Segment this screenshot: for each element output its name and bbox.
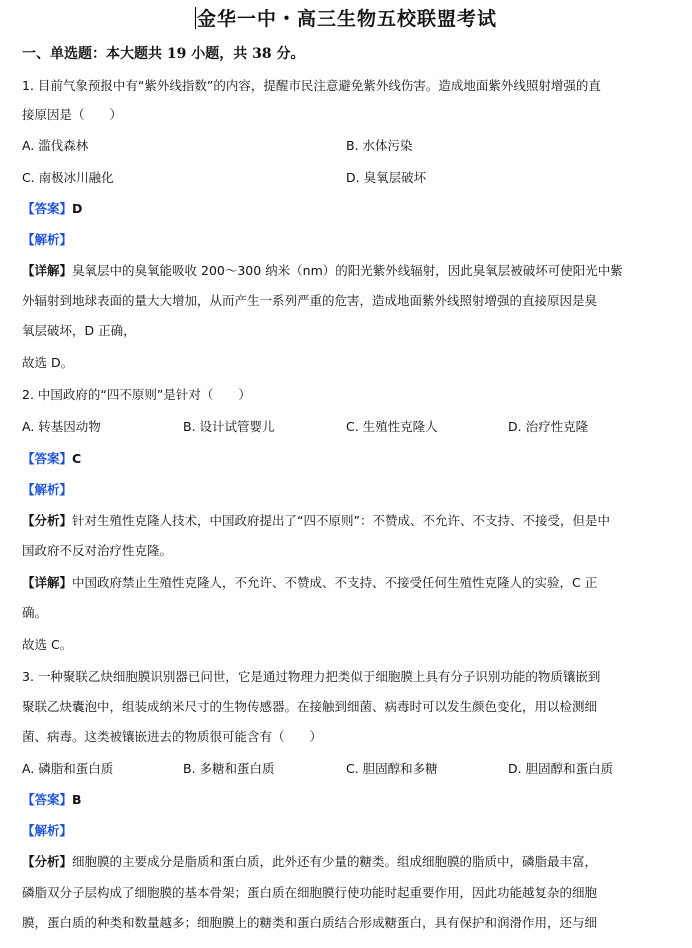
q1-analysis-tag <box>22 231 72 249</box>
q3-option-c: C. 胆固醇和多糖 <box>346 761 438 776</box>
section-heading: 一、单选题：本大题共 19 小题，共 38 分。 <box>22 46 305 62</box>
answer-value: B <box>72 792 82 807</box>
q2-option-a: A. 转基因动物 <box>22 419 101 434</box>
q1-stem-line-1: 1. 目前气象预报中有“紫外线指数”的内容，提醒市民注意避免紫外线伤害。造成地面紫外线照射增强的直 <box>22 78 601 93</box>
answer-tag: 【答案】 <box>22 201 73 216</box>
q1-detail-line-2: 外辐射到地球表面的量大大增加，从而产生一系列严重的危害，造成地面紫外线照射增强的直接原因是臭 <box>22 293 598 308</box>
detail-text: 中国政府禁止生殖性克隆人，不允许、不赞成、不支持、不接受任何生殖性克隆人的实验，C 正 <box>72 575 598 590</box>
q3-answer <box>22 791 82 809</box>
q1-detail-line-3: 氧层破坏，D 正确， <box>22 323 136 338</box>
q3-fenxi-line-3: 膜，蛋白质的种类和数量越多；细胞膜上的糖类和蛋白质结合形成糖蛋白，具有保护和润滑作用，还与细 <box>22 915 598 930</box>
q3-fenxi-line-1 <box>22 853 597 871</box>
q1-option-c: C. 南极冰川融化 <box>22 170 114 185</box>
answer-value: D <box>72 201 83 216</box>
q1-detail-line-1 <box>22 262 623 280</box>
q3-option-a: A. 磷脂和蛋白质 <box>22 761 114 776</box>
q3-option-d: D. 胆固醇和蛋白质 <box>508 761 614 776</box>
q3-stem-line-2: 聚联乙炔囊泡中，组装成纳米尺寸的生物传感器。在接触到细菌、病毒时可以发生颜色变化，用以检测细 <box>22 699 598 714</box>
fenxi-tag: 【分析】 <box>22 513 73 528</box>
q1-option-d: D. 臭氧层破坏 <box>346 170 427 185</box>
q3-fenxi-line-2: 磷脂双分子层构成了细胞膜的基本骨架；蛋白质在细胞膜行使功能时起重要作用，因此功能越复杂的细胞 <box>22 885 598 900</box>
q2-fenxi-line-1 <box>22 512 610 530</box>
q1-option-b: B. 水体污染 <box>346 138 413 153</box>
answer-value: C <box>72 451 82 466</box>
q1-option-a: A. 滥伐森林 <box>22 138 89 153</box>
analysis-tag: 【解析】 <box>22 232 73 247</box>
fenxi-tag: 【分析】 <box>22 854 73 869</box>
detail-tag: 【详解】 <box>22 263 73 278</box>
q1-answer <box>22 200 82 218</box>
page-title <box>0 4 692 31</box>
fenxi-text: 细胞膜的主要成分是脂质和蛋白质，此外还有少量的糖类。组成细胞膜的脂质中，磷脂最丰富， <box>72 854 598 869</box>
q3-option-b: B. 多糖和蛋白质 <box>183 761 275 776</box>
q2-answer <box>22 450 81 468</box>
answer-tag: 【答案】 <box>22 451 73 466</box>
detail-text: 臭氧层中的臭氧能吸收 200～300 纳米（nm）的阳光紫外线辐射，因此臭氧层被破坏可使阳光中紫 <box>72 263 623 278</box>
text-cursor <box>195 7 196 29</box>
q3-analysis-tag <box>22 822 72 840</box>
q2-option-b: B. 设计试管婴儿 <box>183 419 275 434</box>
q2-detail-line-2: 确。 <box>22 605 48 620</box>
q3-stem-line-1: 3. 一种聚联乙炔细胞膜识别器已问世，它是通过物理力把类似于细胞膜上具有分子识别功能的物质镶嵌到 <box>22 669 601 684</box>
answer-tag: 【答案】 <box>22 792 73 807</box>
q2-option-c: C. 生殖性克隆人 <box>346 419 438 434</box>
q2-detail-line-1 <box>22 574 597 592</box>
analysis-tag: 【解析】 <box>22 482 73 497</box>
fenxi-text: 针对生殖性克隆人技术，中国政府提出了“四不原则”：不赞成、不允许、不支持、不接受，但是中 <box>72 513 610 528</box>
q1-conclusion: 故选 D。 <box>22 355 74 370</box>
page-title-text: 金华一中・高三生物五校联盟考试 <box>196 8 497 30</box>
analysis-tag: 【解析】 <box>22 823 73 838</box>
q2-analysis-tag <box>22 481 72 499</box>
detail-tag: 【详解】 <box>22 575 73 590</box>
q2-option-d: D. 治疗性克隆 <box>508 419 589 434</box>
q2-conclusion: 故选 C。 <box>22 637 73 652</box>
q3-stem-line-3: 菌、病毒。这类被镶嵌进去的物质很可能含有（ ） <box>22 729 323 744</box>
q1-stem-line-2: 接原因是（ ） <box>22 107 123 122</box>
q2-stem: 2. 中国政府的“四不原则”是针对（ ） <box>22 387 251 402</box>
q2-fenxi-line-2: 国政府不反对治疗性克隆。 <box>22 543 173 558</box>
